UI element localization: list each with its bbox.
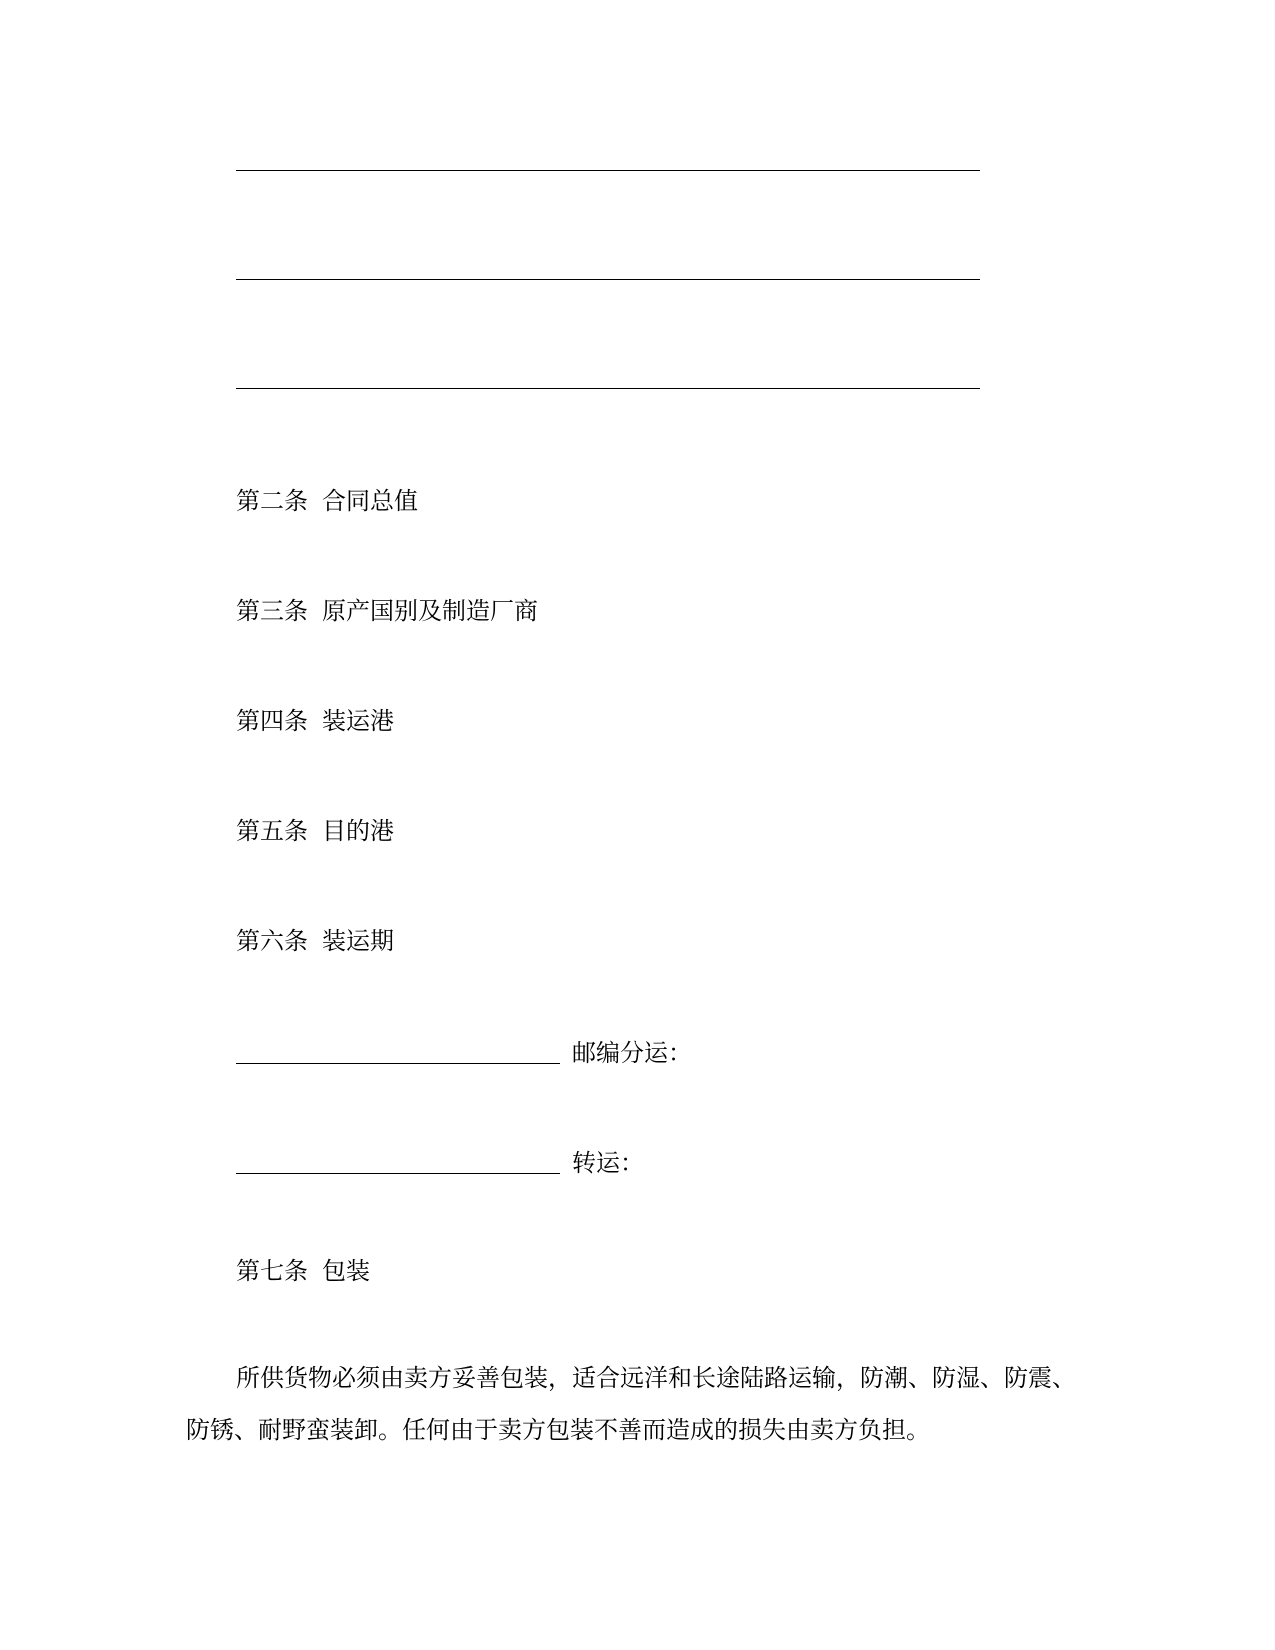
article-title: 装运港 — [322, 707, 394, 735]
article-7-heading — [236, 1256, 370, 1286]
blank-line-1 — [236, 170, 980, 171]
article-title: 目的港 — [322, 817, 394, 845]
transshipment-row — [236, 1148, 644, 1178]
partial-shipment-blank[interactable] — [236, 1041, 560, 1064]
article-number: 第七条 — [236, 1257, 308, 1285]
article-number: 第四条 — [236, 707, 308, 735]
blank-line-2 — [236, 279, 980, 280]
article-2-heading — [236, 486, 418, 516]
article-title: 装运期 — [322, 927, 394, 955]
article-title: 合同总值 — [322, 487, 418, 515]
article-3-heading — [236, 596, 538, 626]
partial-shipment-label: 邮编分运： — [572, 1039, 692, 1067]
article-title: 包装 — [322, 1257, 370, 1285]
article-5-heading — [236, 816, 394, 846]
article-number: 第六条 — [236, 927, 308, 955]
transshipment-label: 转运： — [572, 1149, 644, 1177]
blank-line-3 — [236, 388, 980, 389]
article-number: 第三条 — [236, 597, 308, 625]
article-title: 原产国别及制造厂商 — [322, 597, 538, 625]
article-number: 第五条 — [236, 817, 308, 845]
article-number: 第二条 — [236, 487, 308, 515]
transshipment-blank[interactable] — [236, 1151, 560, 1174]
packing-paragraph: 所供货物必须由卖方妥善包装，适合远洋和长途陆路运输，防潮、防湿、防震、防锈、耐野蛮装卸。任何由于卖方包装不善而造成的损失由卖方负担。 — [186, 1364, 1076, 1444]
article-4-heading — [236, 706, 394, 736]
article-6-heading — [236, 926, 394, 956]
partial-shipment-row — [236, 1038, 692, 1068]
